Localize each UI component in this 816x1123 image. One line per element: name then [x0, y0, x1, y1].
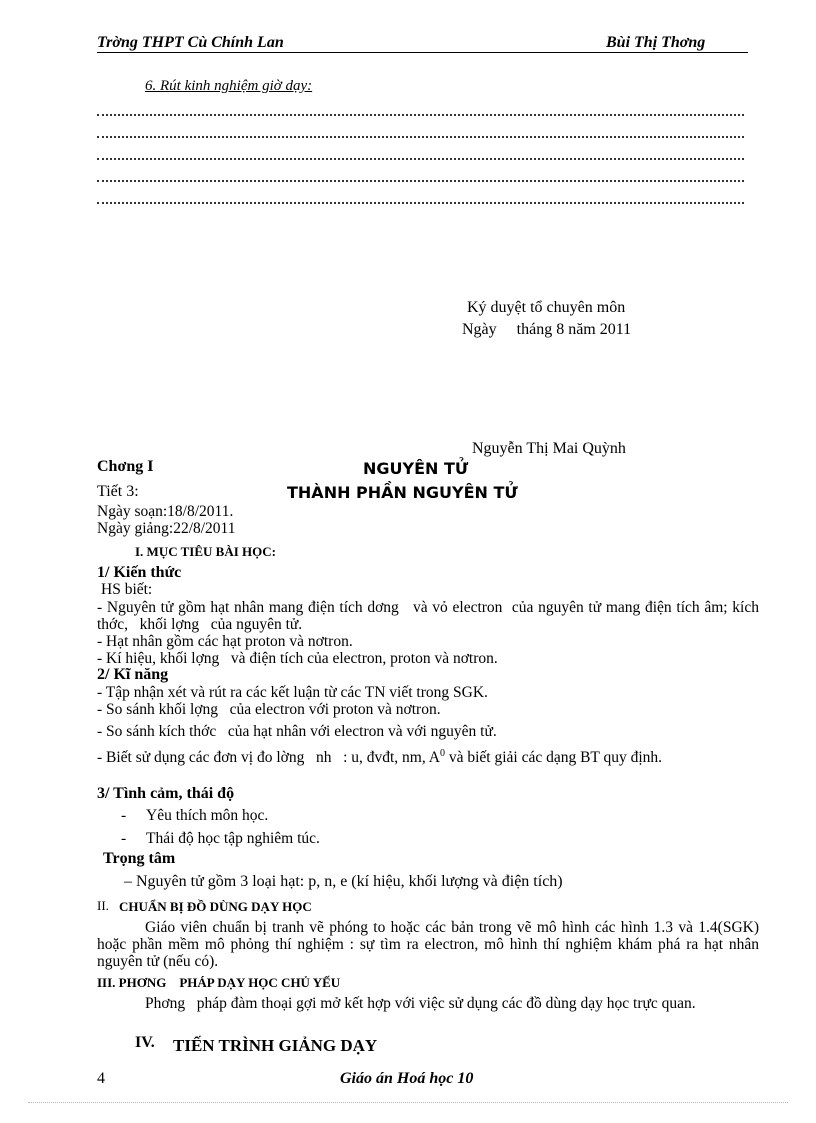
section2-text: Giáo viên chuẩn bị tranh vẽ phóng to hoặc các bản trong vẽ mô hình các hình 1.3 và 1.4(SGK) hoặc phần mềm mô phỏng thí nghiệm : sự tìm ra electron, mô hình thí nghiệm khám phá ra hạt nhân nguyên tử (nếu có).	[97, 919, 759, 970]
section4-heading: TIẾN TRÌNH GIẢNG DẠY	[173, 1036, 378, 1055]
review-heading: 6. Rút kinh nghiệm giờ dạy:	[145, 78, 313, 94]
chapter-title: NGUYÊN TỬ	[363, 459, 469, 478]
angstrom-superscript: 0	[439, 748, 445, 759]
skills-heading: 2/ Kĩ năng	[97, 666, 169, 683]
knowledge-item: - Hạt nhân gồm các hạt proton và nơtron.	[97, 633, 353, 650]
focus-text: – Nguyên tử gồm 3 loại hạt: p, n, e (kí hiệu, khối lượng và điện tích)	[124, 873, 563, 890]
header-author: Bùi Thị Thơng	[606, 34, 706, 51]
knowledge-heading: 1/ Kiến thức	[97, 564, 182, 581]
skills-item: - So sánh kích thớc của hạt nhân với electron và với nguyên tử.	[97, 723, 497, 740]
attitude-text: Yêu thích môn học.	[146, 807, 269, 824]
knowledge-intro: HS biết:	[101, 581, 153, 598]
lesson-title: THÀNH PHẦN NGUYÊN TỬ	[287, 483, 518, 502]
footer-title: Giáo án Hoá học 10	[340, 1070, 474, 1087]
skills-units-text-end: và biết giải các dạng BT quy định.	[444, 749, 663, 767]
header-rule	[97, 52, 748, 53]
taught-date: Ngày giảng:22/8/2011	[97, 520, 236, 537]
skills-item: - So sánh khối lợng của electron với proton và nơtron.	[97, 701, 441, 718]
attitude-item	[121, 807, 268, 824]
dotted-line	[97, 150, 744, 160]
section2-numeral: II.	[97, 898, 109, 913]
chapter-label: Chơng I	[97, 458, 154, 475]
section1-heading: I. MỤC TIÊU BÀI HỌC:	[135, 544, 276, 559]
prepared-date: Ngày soạn:18/8/2011.	[97, 503, 234, 520]
page-bottom-rule	[28, 1102, 788, 1103]
attitude-item	[121, 830, 320, 847]
dotted-line	[97, 194, 744, 204]
dotted-line	[97, 106, 744, 116]
section3-text: Phơng pháp đàm thoại gợi mở kết hợp với việc sử dụng các đồ dùng dạy học trực quan.	[145, 995, 696, 1012]
bullet-dash: -	[121, 807, 127, 824]
dotted-line	[97, 128, 744, 138]
focus-heading: Trọng tâm	[103, 850, 176, 867]
dotted-line	[97, 172, 744, 182]
approval-date: Ngày tháng 8 năm 2011	[462, 321, 632, 338]
section4-numeral: IV.	[135, 1034, 155, 1051]
section3-heading: III. PHƠNG PHÁP DẠY HỌC CHỦ YẾU	[97, 975, 341, 990]
knowledge-item: - Kí hiệu, khối lợng và điện tích của electron, proton và nơtron.	[97, 650, 498, 667]
section2-heading: CHUẨN BỊ ĐỒ DÙNG DẠY HỌC	[119, 899, 312, 914]
bullet-dash: -	[121, 830, 127, 847]
period-label: Tiết 3:	[97, 483, 139, 500]
approval-signer: Nguyễn Thị Mai Quỳnh	[472, 440, 626, 457]
approval-title: Ký duyệt tổ chuyên môn	[467, 299, 626, 316]
header-school: Trờng THPT Cù Chính Lan	[97, 34, 284, 51]
skills-units-text: - Biết sử dụng các đơn vị đo lờng nh : u, đvđt, nm, A	[97, 749, 440, 767]
attitude-heading: 3/ Tình cảm, thái độ	[97, 785, 235, 802]
page-number: 4	[97, 1070, 105, 1087]
attitude-text: Thái độ học tập nghiêm túc.	[146, 830, 320, 847]
skills-units	[97, 745, 759, 766]
skills-item: - Tập nhận xét và rút ra các kết luận từ các TN viết trong SGK.	[97, 684, 488, 701]
knowledge-item: - Nguyên tử gồm hạt nhân mang điện tích dơng và vỏ electron của nguyên tử mang điện tích âm; kích thớc, khối lợng của nguyên tử.	[97, 599, 763, 633]
